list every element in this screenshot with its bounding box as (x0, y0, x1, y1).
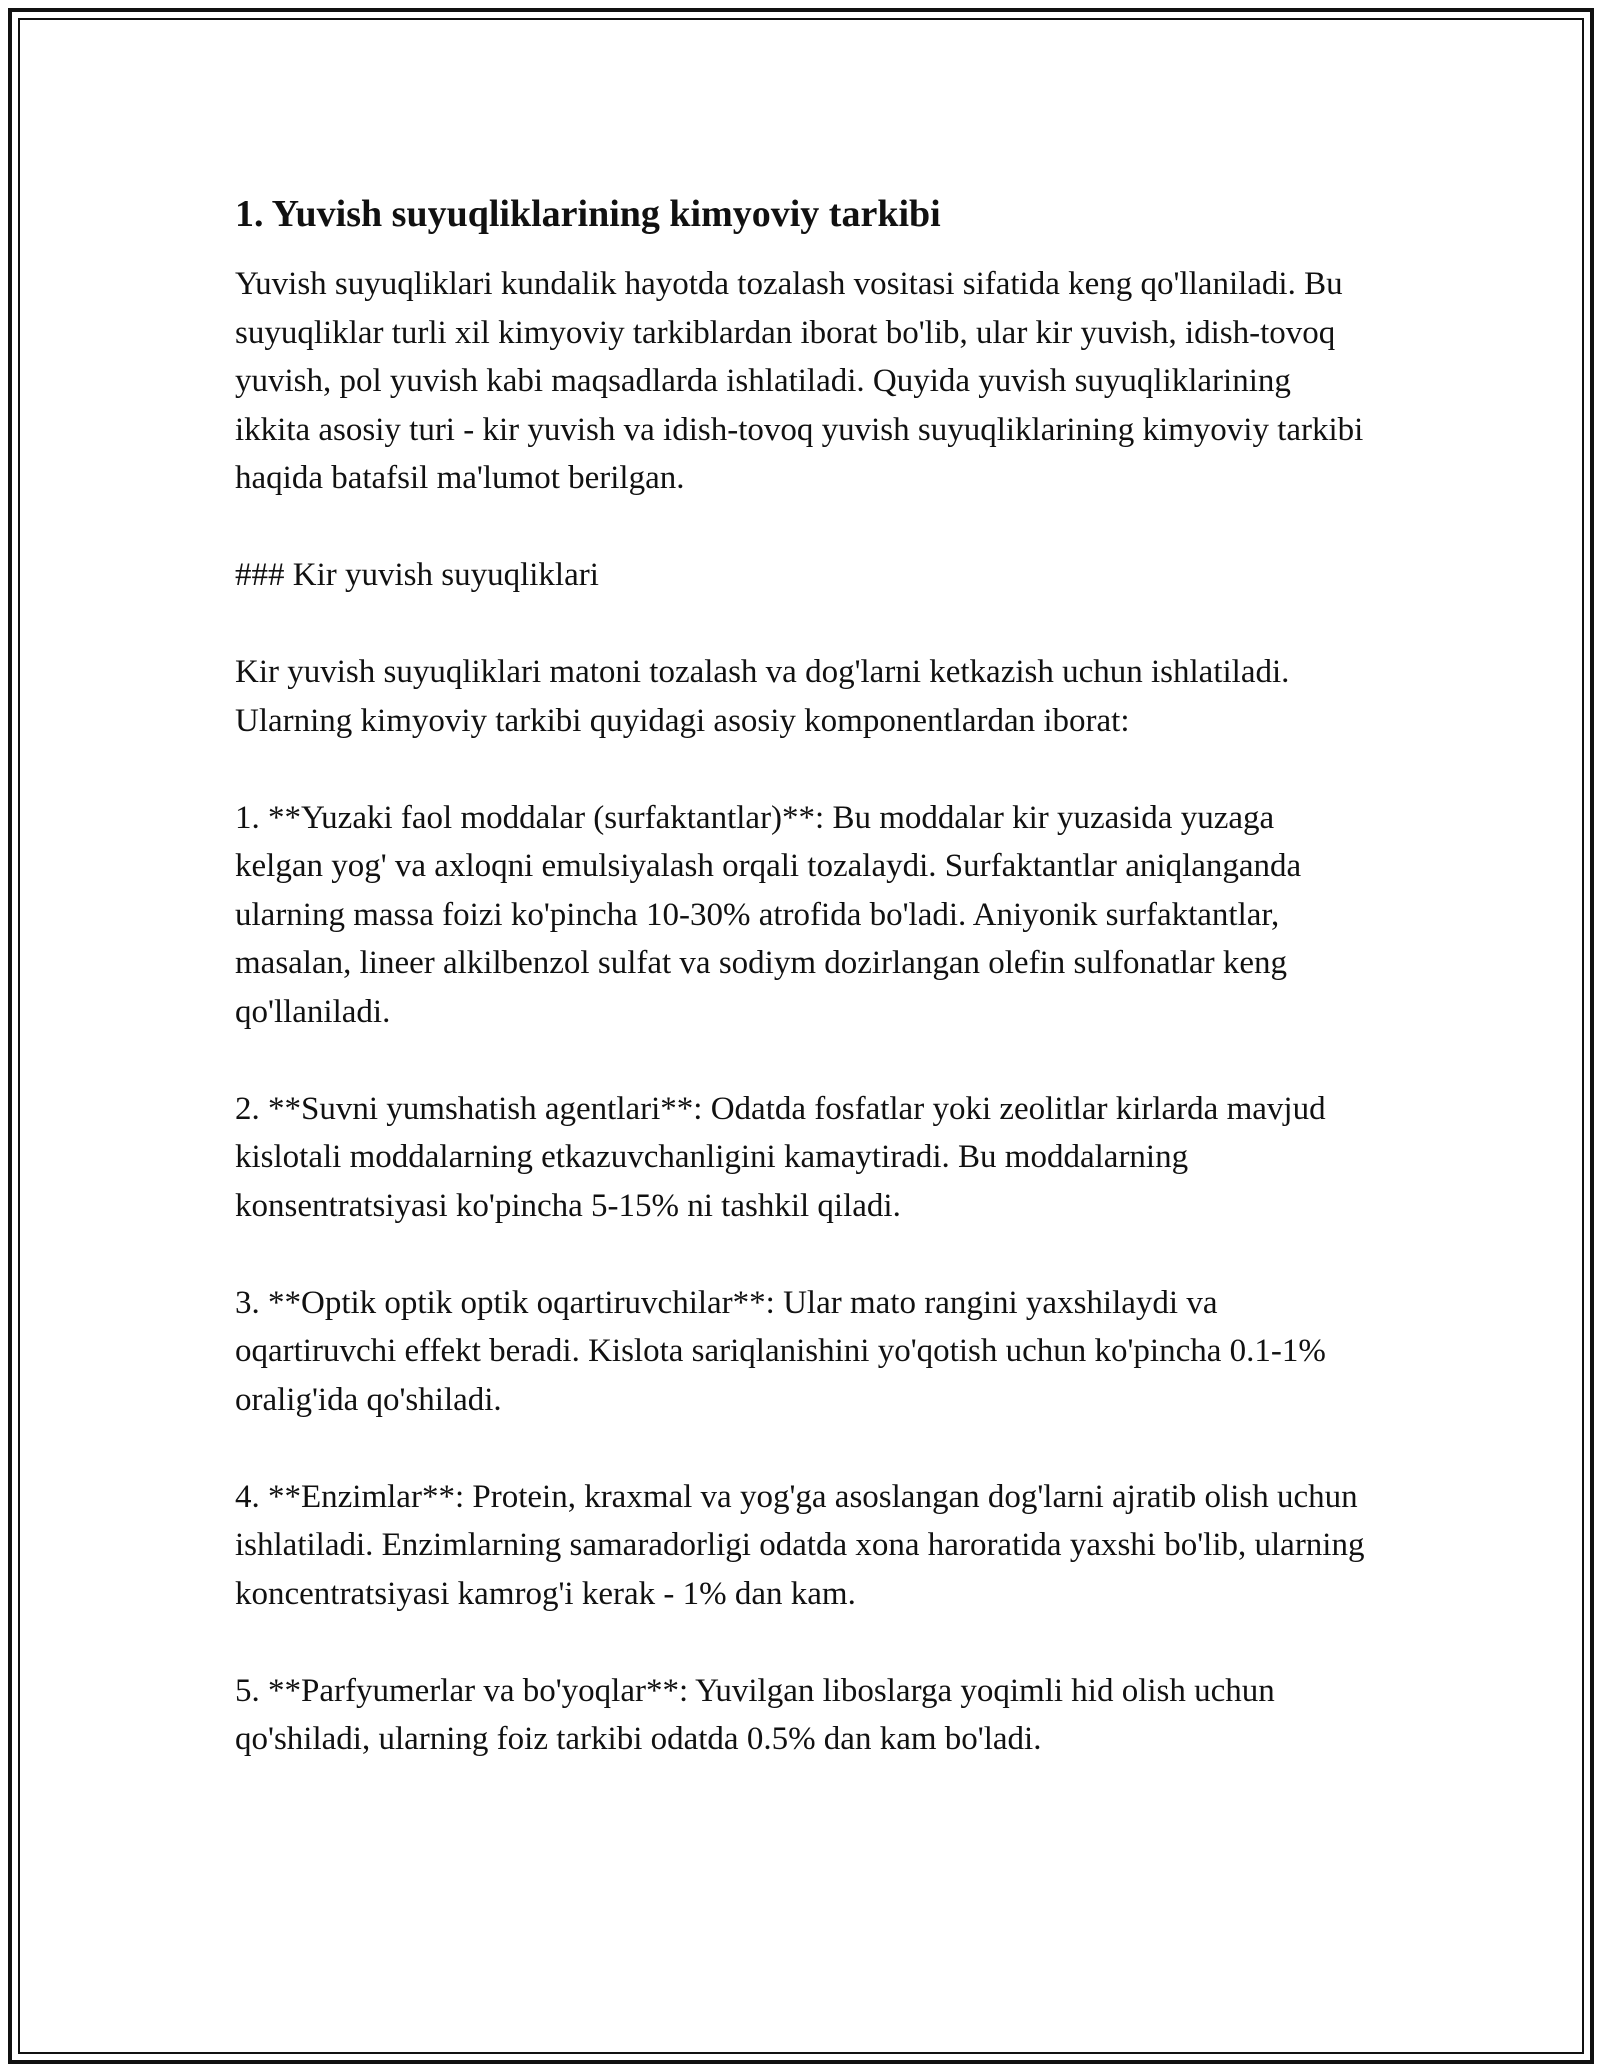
subheading: ### Kir yuvish suyuqliklari (235, 557, 599, 593)
list-item: 3. **Optik optik optik oqartiruvchilar**: Ular mato rangini yaxshilaydi va oqartiruvchi effekt beradi. Kislota sariqlanishini yo'qotish uchun ko'pincha 0.1-1% oralig'ida qo'shiladi. (235, 1284, 1326, 1418)
document-title: 1. Yuvish suyuqliklarining kimyoviy tarkibi (235, 193, 941, 235)
list-item: 1. **Yuzaki faol moddalar (surfaktantlar)**: Bu moddalar kir yuzasida yuzaga kelgan yog' va axloqni emulsiyalash orqali tozalaydi. Surfaktantlar aniqlanganda ularning massa foizi ko'pincha 10-30% atrofida bo'ladi. Aniyonik surfaktantlar, masalan, lineer alkilbenzol sulfat va sodiym dozirlangan olefin sulfonatlar keng qo'llaniladi. (235, 799, 1302, 1030)
section-intro-paragraph: Kir yuvish suyuqliklari matoni tozalash va dog'larni ketkazish uchun ishlatiladi. Ularning kimyoviy tarkibi quyidagi asosiy komponentlardan iborat: (235, 654, 1290, 739)
document-body (235, 188, 1365, 1764)
list-item: 4. **Enzimlar**: Protein, kraxmal va yog'ga asoslangan dog'larni ajratib olish uchun ishlatiladi. Enzimlarning samaradorligi odatda xona haroratida yaxshi bo'lib, ularning koncentratsiyasi kamrog'i kerak - 1% dan kam. (235, 1478, 1365, 1612)
list-item: 5. **Parfyumerlar va bo'yoqlar**: Yuvilgan liboslarga yoqimli hid olish uchun qo'shiladi, ularning foiz tarkibi odatda 0.5% dan kam bo'ladi. (235, 1672, 1275, 1757)
intro-paragraph: Yuvish suyuqliklari kundalik hayotda tozalash vositasi sifatida keng qo'llaniladi. Bu suyuqliklar turli xil kimyoviy tarkiblardan iborat bo'lib, ular kir yuvish, idish-tovoq yuvish, pol yuvish kabi maqsadlarda ishlatiladi. Quyida yuvish suyuqliklarining ikkita asosiy turi - kir yuvish va idish-tovoq yuvish suyuqliklarining kimyoviy tarkibi haqida batafsil ma'lumot berilgan. (235, 266, 1364, 496)
list-item: 2. **Suvni yumshatish agentlari**: Odatda fosfatlar yoki zeolitlar kirlarda mavjud kislotali moddalarning etkazuvchanligini kamaytiradi. Bu moddalarning konsentratsiyasi ko'pincha 5-15% ni tashkil qiladi. (235, 1090, 1326, 1224)
